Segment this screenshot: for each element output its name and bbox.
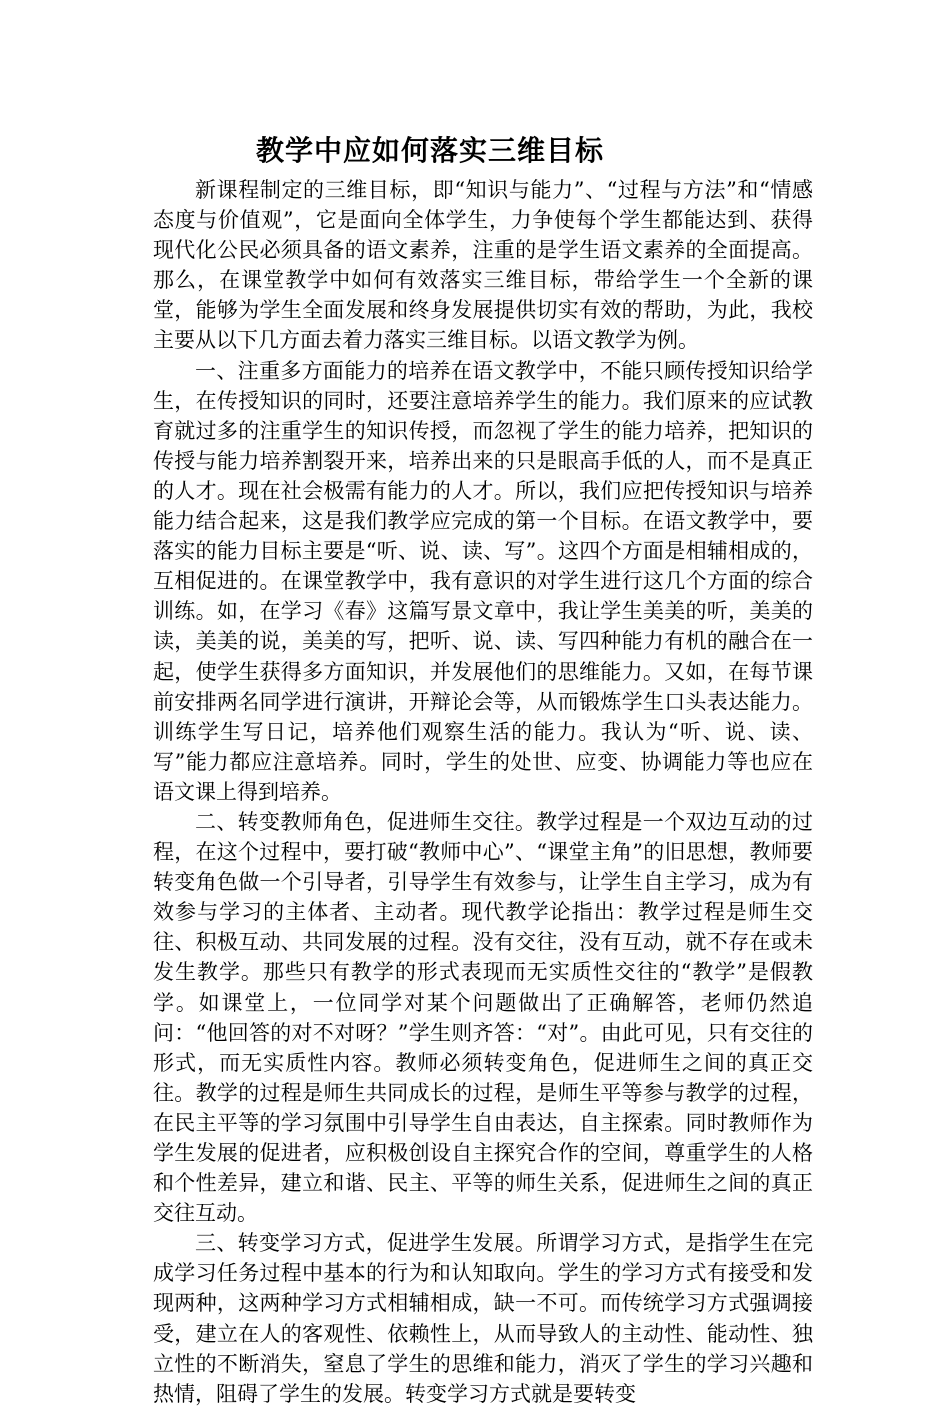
document-body	[153, 175, 813, 1409]
paragraph-section-2: 二、转变教师角色，促进师生交往。教学过程是一个双边互动的过程，在这个过程中，要打破“教师中心”、“课堂主角”的旧思想，教师要转变角色做一个引导者，引导学生有效参与，让学生自主学习，成为有效参与学习的主体者、主动者。现代教学论指出：教学过程是师生交往、积极互动、共同发展的过程。没有交往，没有互动，就不存在或未发生教学。那些只有教学的形式表现而无实质性交往的“教学”是假教学。如课堂上，一位同学对某个问题做出了正确解答，老师仍然追问：“他回答的对不对呀？”学生则齐答：“对”。由此可见，只有交往的形式，而无实质性内容。教师必须转变角色，促进师生之间的真正交往。教学的过程是师生共同成长的过程，是师生平等参与教学的过程，在民主平等的学习氛围中引导学生自由表达，自主探索。同时教师作为学生发展的促进者，应积极创设自主探究合作的空间，尊重学生的人格和个性差异，建立和谐、民主、平等的师生关系，促进师生之间的真正交往互动。	[153, 809, 813, 1226]
document-title: 教学中应如何落实三维目标	[255, 134, 604, 167]
paragraph-intro: 新课程制定的三维目标，即“知识与能力”、“过程与方法”和“情感态度与价值观”，它是面向全体学生，力争使每个学生都能达到、获得现代化公民必须具备的语文素养，注重的是学生语文素养的全面提高。那么，在课堂教学中如何有效落实三维目标，带给学生一个全新的课堂，能够为学生全面发展和终身发展提供切实有效的帮助，为此，我校主要从以下几方面去着力落实三维目标。以语文教学为例。	[153, 178, 813, 353]
paragraph-section-3: 三、转变学习方式，促进学生发展。所谓学习方式，是指学生在完成学习任务过程中基本的行为和认知取向。学生的学习方式有接受和发现两种，这两种学习方式相辅相成，缺一不可。而传统学习方式强调接受，建立在人的客观性、依赖性上，从而导致人的主动性、能动性、独立性的不断消失，窒息了学生的思维和能力，消灭了学生的学习兴趣和热情，阻碍了学生的发展。转变学习方式就是要转变	[153, 1231, 813, 1406]
paragraph-section-1: 一、注重多方面能力的培养在语文教学中，不能只顾传授知识给学生，在传授知识的同时，还要注意培养学生的能力。我们原来的应试教育就过多的注重学生的知识传授，而忽视了学生的能力培养，把知识的传授与能力培养割裂开来，培养出来的只是眼高手低的人，而不是真正的人才。现在社会极需有能力的人才。所以，我们应把传授知识与培养能力结合起来，这是我们教学应完成的第一个目标。在语文教学中，要落实的能力目标主要是“听、说、读、写”。这四个方面是相辅相成的，互相促进的。在课堂教学中，我有意识的对学生进行这几个方面的综合训练。如，在学习《春》这篇写景文章中，我让学生美美的听，美美的读，美美的说，美美的写，把听、说、读、写四种能力有机的融合在一起，使学生获得多方面知识，并发展他们的思维能力。又如，在每节课前安排两名同学进行演讲，开辩论会等，从而锻炼学生口头表达能力。训练学生写日记，培养他们观察生活的能力。我认为“听、说、读、写”能力都应注意培养。同时，学生的处世、应变、协调能力等也应在语文课上得到培养。	[153, 358, 813, 804]
